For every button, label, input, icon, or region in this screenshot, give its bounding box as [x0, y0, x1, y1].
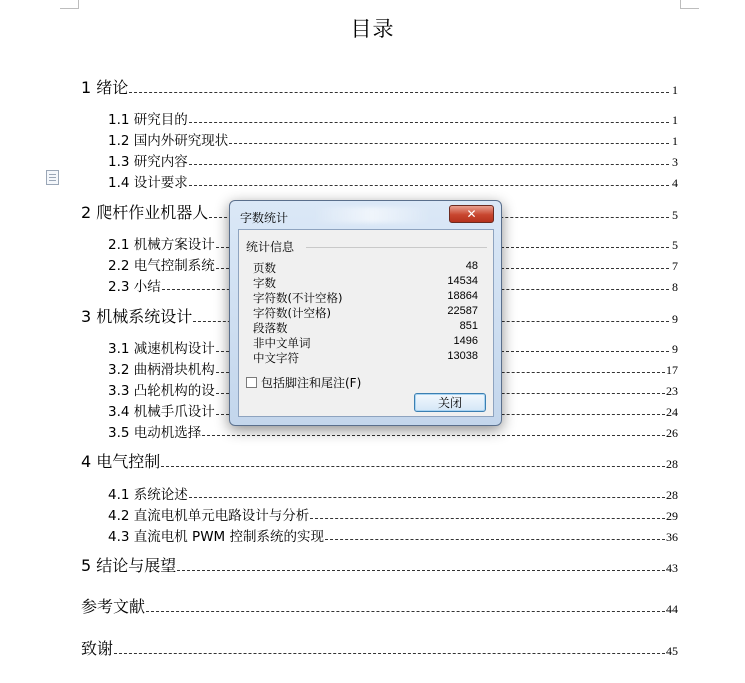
toc-entry[interactable]: 1 绪论 1	[81, 78, 678, 97]
page-corner-mark	[680, 0, 699, 9]
stat-row-chars-no-spaces: 字符数(不计空格) 18864	[253, 290, 478, 305]
toc-entry[interactable]: 3.2 曲柄滑块机构 17	[108, 362, 678, 378]
stats-group-title: 统计信息	[246, 240, 295, 254]
toc-entry[interactable]: 1.3 研究内容 3	[108, 154, 678, 170]
page-corner-mark	[60, 0, 79, 9]
toc-entry[interactable]: 3.3 凸轮机构的设 23	[108, 383, 678, 399]
toc-entry[interactable]: 3 机械系统设计 9	[81, 307, 678, 326]
stat-row-pages: 页数 48	[253, 260, 478, 275]
toc-entry[interactable]: 1.1 研究目的 1	[108, 112, 678, 128]
dialog-body	[238, 229, 494, 417]
include-footnotes-label: 包括脚注和尾注(F)	[261, 376, 362, 390]
stat-row-paragraphs: 段落数 851	[253, 320, 478, 335]
stat-row-words: 字数 14534	[253, 275, 478, 290]
toc-entry[interactable]: 2.3 小结 8	[108, 279, 678, 295]
title-bar-glass	[312, 207, 432, 223]
stat-row-chinese-chars: 中文字符 13038	[253, 350, 478, 365]
toc-entry[interactable]: 参考文献 44	[81, 597, 678, 616]
toc-entry[interactable]: 1.2 国内外研究现状 1	[108, 133, 678, 149]
paragraph-marker-icon	[46, 170, 59, 185]
toc-entry[interactable]: 致谢 45	[81, 639, 678, 658]
close-icon: ✕	[466, 207, 477, 221]
toc-entry[interactable]: 5 结论与展望 43	[81, 556, 678, 575]
toc-entry[interactable]: 2 爬杆作业机器人 5	[81, 203, 678, 222]
word-count-dialog[interactable]	[229, 200, 502, 426]
stat-row-non-chinese-words: 非中文单词 1496	[253, 335, 478, 350]
toc-entry[interactable]: 2.1 机械方案设计 5	[108, 237, 678, 253]
close-button[interactable]: 关闭	[414, 393, 486, 412]
dialog-title: 字数统计	[240, 211, 289, 225]
toc-entry[interactable]: 2.2 电气控制系统 7	[108, 258, 678, 274]
toc-entry[interactable]: 4.2 直流电机单元电路设计与分析 29	[108, 508, 678, 524]
toc-entry[interactable]: 3.1 减速机构设计 9	[108, 341, 678, 357]
toc-title: 目录	[350, 17, 395, 41]
toc-entry[interactable]: 1.4 设计要求 4	[108, 175, 678, 191]
include-footnotes-option[interactable]	[246, 374, 361, 391]
close-window-button[interactable]	[449, 205, 494, 223]
toc-entry[interactable]: 4.3 直流电机 PWM 控制系统的实现 36	[108, 529, 678, 545]
toc-entry[interactable]: 3.5 电动机选择 26	[108, 425, 678, 441]
toc-entry[interactable]: 4 电气控制 28	[81, 452, 678, 471]
toc-entry[interactable]: 3.4 机械手爪设计 24	[108, 404, 678, 420]
group-divider	[306, 247, 487, 248]
include-footnotes-checkbox[interactable]	[246, 377, 257, 388]
toc-entry[interactable]: 4.1 系统论述 28	[108, 487, 678, 503]
stat-row-chars-with-spaces: 字符数(计空格) 22587	[253, 305, 478, 320]
